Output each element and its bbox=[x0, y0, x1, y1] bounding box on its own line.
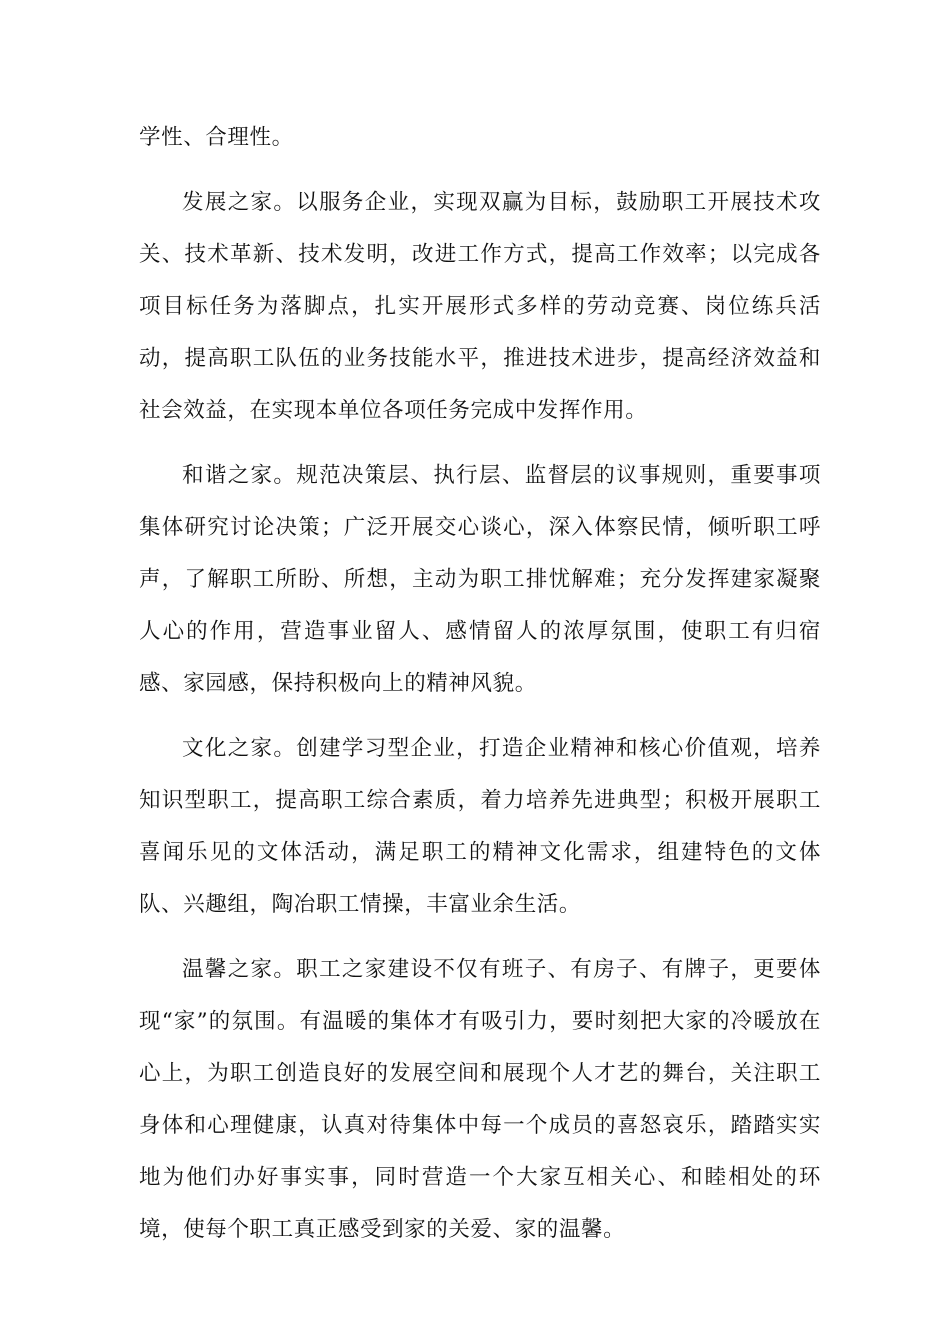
paragraph-development-home: 发展之家。以服务企业，实现双赢为目标，鼓励职工开展技术攻关、技术革新、技术发明，改进工作方式，提高工作效率；以完成各项目标任务为落脚点，扎实开展形式多样的劳动竞赛、岗位练兵活动，提高职工队伍的业务技能水平，推进技术进步，提高经济效益和社会效益，在实现本单位各项任务完成中发挥作用。 bbox=[139, 190, 821, 423]
paragraph-culture-home: 文化之家。创建学习型企业，打造企业精神和核心价值观，培养知识型职工，提高职工综合素质，着力培养先进典型；积极开展职工喜闻乐见的文体活动，满足职工的精神文化需求，组建特色的文体队、兴趣组，陶冶职工情操，丰富业余生活。 bbox=[139, 736, 821, 917]
document-body bbox=[139, 112, 821, 1269]
paragraph-continuation: 学性、合理性。 bbox=[139, 125, 294, 150]
paragraph-harmony-home: 和谐之家。规范决策层、执行层、监督层的议事规则，重要事项集体研究讨论决策；广泛开展交心谈心，深入体察民情，倾听职工呼声，了解职工所盼、所想，主动为职工排忧解难；充分发挥建家凝聚人心的作用，营造事业留人、感情留人的浓厚氛围，使职工有归宿感、家园感，保持积极向上的精神风貌。 bbox=[139, 463, 821, 696]
paragraph-warmth-home: 温馨之家。职工之家建设不仅有班子、有房子、有牌子，更要体现“家”的氛围。有温暖的集体才有吸引力，要时刻把大家的冷暖放在心上，为职工创造良好的发展空间和展现个人才艺的舞台，关注职工身体和心理健康，认真对待集体中每一个成员的喜怒哀乐，踏踏实实地为他们办好事实事，同时营造一个大家互相关心、和睦相处的环境，使每个职工真正感受到家的关爱、家的温馨。 bbox=[139, 957, 821, 1242]
